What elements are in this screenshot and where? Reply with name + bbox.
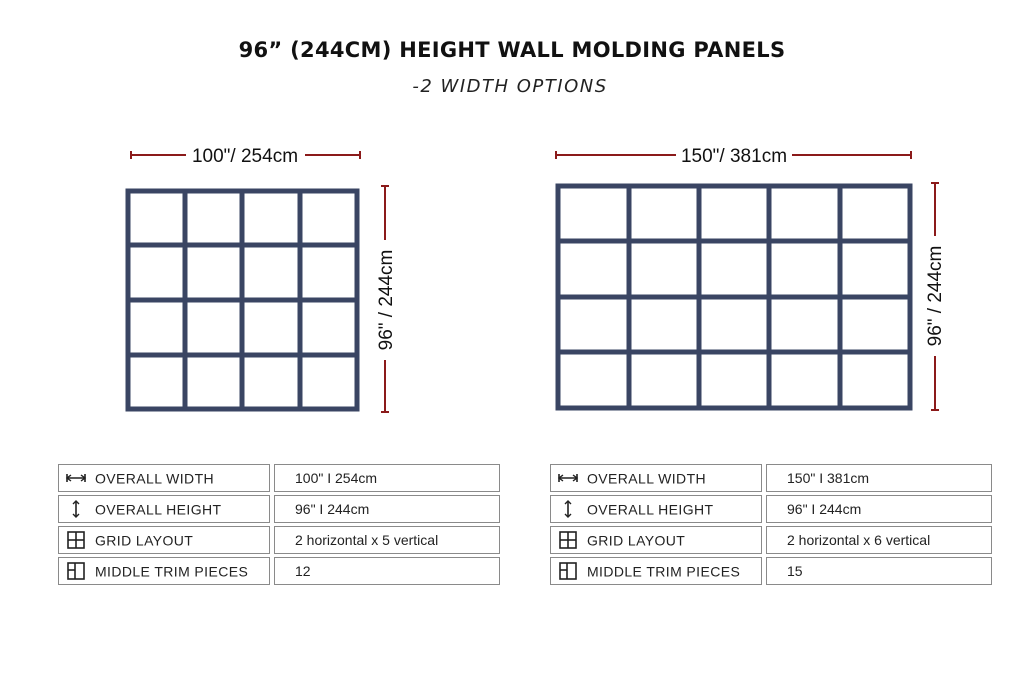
spec-label-cell xyxy=(58,557,270,585)
panel-1 xyxy=(128,146,397,412)
spec-value: 15 xyxy=(766,557,992,585)
spec-label: MIDDLE TRIM PIECES xyxy=(95,563,249,580)
panel-2-height-dimension xyxy=(925,183,946,410)
spec-table-2 xyxy=(546,461,996,588)
horizontal-arrows-icon xyxy=(557,469,579,487)
spec-label-cell xyxy=(58,526,270,554)
horizontal-arrows-icon xyxy=(65,469,87,487)
table-row xyxy=(58,495,500,523)
table-row xyxy=(550,526,992,554)
vertical-arrows-icon xyxy=(65,500,87,518)
panel-2-width-label: 150"/ 381cm xyxy=(680,146,788,167)
spec-value: 96" I 244cm xyxy=(274,495,500,523)
table-row xyxy=(550,495,992,523)
trim-pieces-icon xyxy=(65,562,87,580)
spec-label-cell xyxy=(550,495,762,523)
spec-value: 12 xyxy=(274,557,500,585)
panel-1-height-dimension xyxy=(376,186,397,412)
spec-label-cell xyxy=(58,464,270,492)
spec-label: OVERALL WIDTH xyxy=(95,470,215,487)
spec-value: 150" I 381cm xyxy=(766,464,992,492)
panel-1-height-label: 96" / 244cm xyxy=(376,249,397,351)
panel-1-width-dimension xyxy=(131,146,360,167)
spec-label: OVERALL HEIGHT xyxy=(587,501,714,518)
spec-value: 2 horizontal x 5 vertical xyxy=(274,526,500,554)
spec-value: 96" I 244cm xyxy=(766,495,992,523)
trim-pieces-icon xyxy=(557,562,579,580)
spec-label: OVERALL HEIGHT xyxy=(95,501,222,518)
panel-1-width-label: 100"/ 254cm xyxy=(191,146,299,167)
spec-value: 2 horizontal x 6 vertical xyxy=(766,526,992,554)
grid-icon xyxy=(65,531,87,549)
table-row xyxy=(58,526,500,554)
page-title: 96” (244CM) HEIGHT WALL MOLDING PANELS xyxy=(238,38,786,62)
panel-2-grid xyxy=(558,186,910,408)
table-row xyxy=(58,464,500,492)
panel-1-grid xyxy=(128,191,357,409)
spec-label-cell xyxy=(58,495,270,523)
table-row xyxy=(550,557,992,585)
panel-2 xyxy=(556,146,946,410)
grid-icon xyxy=(557,531,579,549)
spec-label: GRID LAYOUT xyxy=(587,532,686,549)
spec-label: OVERALL WIDTH xyxy=(587,470,707,487)
panel-2-width-dimension xyxy=(556,146,911,167)
vertical-arrows-icon xyxy=(557,500,579,518)
spec-label-cell xyxy=(550,464,762,492)
table-row xyxy=(58,557,500,585)
page-subtitle: -2 WIDTH OPTIONS xyxy=(412,76,608,97)
spec-label-cell xyxy=(550,526,762,554)
panel-2-height-label: 96" / 244cm xyxy=(925,245,946,347)
spec-table-1 xyxy=(54,461,504,588)
table-row xyxy=(550,464,992,492)
spec-label: MIDDLE TRIM PIECES xyxy=(587,563,741,580)
spec-value: 100" I 254cm xyxy=(274,464,500,492)
spec-label-cell xyxy=(550,557,762,585)
spec-label: GRID LAYOUT xyxy=(95,532,194,549)
